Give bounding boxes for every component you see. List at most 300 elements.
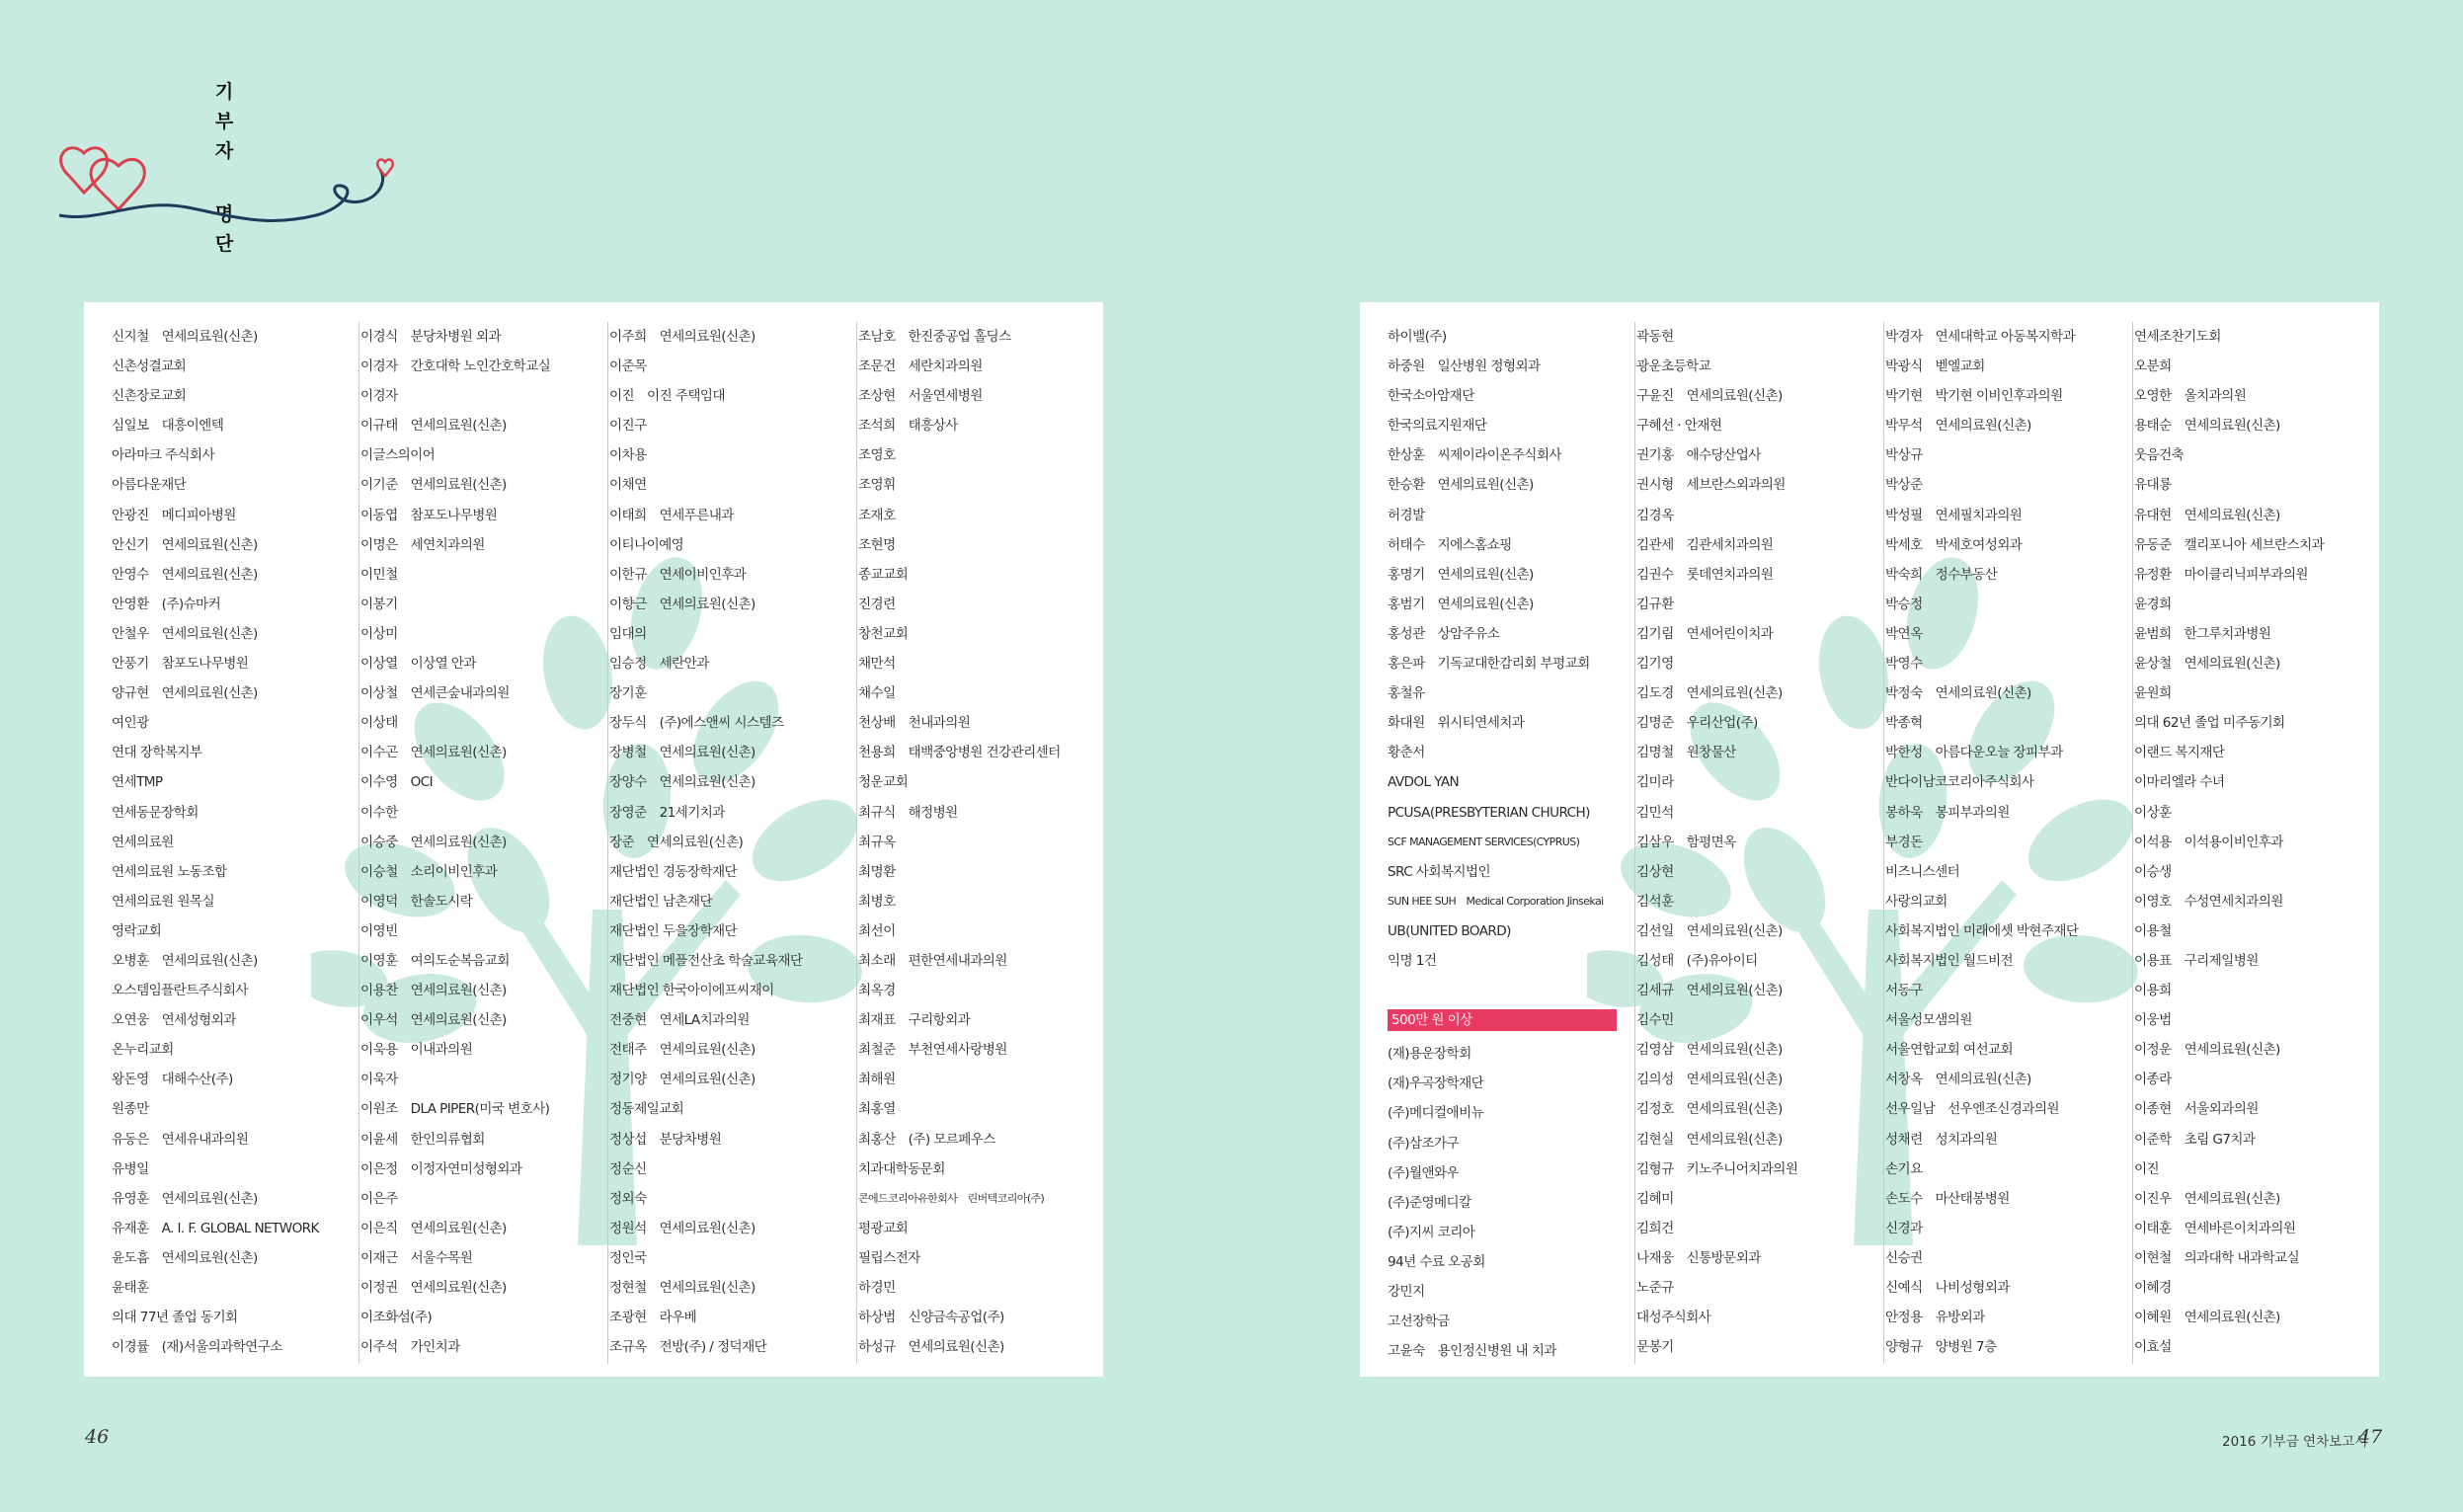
- donor-entry: 이경자: [360, 388, 398, 405]
- donor-entry: 김규환: [1636, 596, 1674, 612]
- donor-entry: 오스템임플란트주식회사: [112, 983, 248, 999]
- donor-entry: 재단법인 경동장학재단: [609, 863, 738, 880]
- donor-entry: 장양수 연세의료원(신촌): [609, 774, 755, 791]
- donor-entry: 유동준 캘리포니아 세브란스치과: [2134, 536, 2325, 553]
- donor-entry: SCF MANAGEMENT SERVICES(CYPRUS): [1388, 835, 1580, 848]
- donor-entry: 이욱용 이내과의원: [360, 1042, 473, 1059]
- donor-entry: (재)우곡장학재단: [1388, 1075, 1484, 1092]
- donor-entry: 최명환: [858, 863, 896, 880]
- donor-entry: 사랑의교회: [1885, 893, 1947, 910]
- donor-entry: 이경률 (재)서울의과학연구소: [112, 1339, 282, 1356]
- donor-entry: 용태순 연세의료원(신촌): [2134, 418, 2280, 435]
- donor-entry: 최해원: [858, 1072, 896, 1088]
- donor-entry: 이용희: [2134, 983, 2172, 999]
- donor-entry: 하경민: [858, 1280, 896, 1296]
- donor-entry: 대성주식회사: [1636, 1310, 1711, 1326]
- donor-entry: (주)메디컬애비뉴: [1388, 1105, 1484, 1122]
- donor-entry: 김선일 연세의료원(신촌): [1636, 922, 1783, 939]
- donor-entry: 이은주: [360, 1190, 398, 1207]
- donor-column: [1885, 322, 2133, 1364]
- donor-entry: 김기영: [1636, 656, 1674, 673]
- report-title: 2016 기부금 연차보고서: [2222, 1434, 2368, 1450]
- donor-entry: 94년 수료 오공회: [1388, 1253, 1485, 1270]
- donor-entry: 이티나이예영: [609, 536, 684, 553]
- donor-entry: 이기준 연세의료원(신촌): [360, 477, 507, 494]
- donor-entry: 이진 이진 주택임대: [609, 388, 725, 405]
- donor-entry: 서동구: [1885, 983, 1923, 999]
- donor-entry: 왕돈영 대해수산(주): [112, 1072, 233, 1088]
- donor-entry: 임대의: [609, 625, 647, 642]
- donor-entry: 고윤숙 용인정신병원 내 치과: [1388, 1343, 1556, 1360]
- donor-entry: 박성필 연세필치과의원: [1885, 507, 2023, 523]
- donor-entry: 윤원희: [2134, 685, 2172, 702]
- donor-entry: 이승생: [2134, 863, 2172, 880]
- donor-entry: 조광현 라우베: [609, 1310, 697, 1326]
- donor-entry: 하성규 연세의료원(신촌): [858, 1339, 1004, 1356]
- donor-entry: 이영빈: [360, 922, 398, 939]
- donor-entry: 이종현 서울외과의원: [2134, 1101, 2259, 1118]
- donor-entry: 이상태: [360, 715, 398, 732]
- donor-entry: 이윤세 한인의류협회: [360, 1131, 485, 1148]
- donor-entry: 오분희: [2134, 358, 2172, 375]
- donor-entry: 조규옥 전방(주) / 정덕재단: [609, 1339, 767, 1356]
- donor-entry: 김기림 연세어린이치과: [1636, 625, 1774, 642]
- donor-entry: 이채연: [609, 477, 647, 494]
- donor-entry: 영락교회: [112, 922, 162, 939]
- donor-entry: 신경과: [1885, 1220, 1923, 1236]
- donor-entry: 박한성 아름다운오늘 장피부과: [1885, 745, 2063, 761]
- donor-entry: 윤경희: [2134, 596, 2172, 612]
- donor-entry: 김상현: [1636, 863, 1674, 880]
- donor-entry: 서울성모샘의원: [1885, 1012, 1972, 1029]
- donor-entry: 이상철 연세큰숲내과의원: [360, 685, 510, 702]
- donor-entry: 최소래 편한연세내과의원: [858, 952, 1007, 969]
- donor-entry: 이수한: [360, 804, 398, 821]
- donor-entry: 정외숙: [609, 1190, 647, 1207]
- donor-entry: 이준학 초림 G7치과: [2134, 1131, 2256, 1148]
- donor-entry: 전중현 연세LA치과의원: [609, 1012, 750, 1029]
- donor-entry: 김도경 연세의료원(신촌): [1636, 685, 1783, 702]
- donor-entry: (주)준영메디칼: [1388, 1194, 1471, 1211]
- donor-entry: 김석훈: [1636, 893, 1674, 910]
- donor-entry: 이진: [2134, 1160, 2160, 1177]
- donor-entry: 비즈니스센터: [1885, 863, 1960, 880]
- donor-entry: 정원석 연세의료원(신촌): [609, 1220, 755, 1236]
- donor-entry: 조영호: [858, 447, 896, 464]
- donor-list-panel-right: [1360, 302, 2379, 1377]
- donor-entry: 서창옥 연세의료원(신촌): [1885, 1072, 2031, 1088]
- donor-entry: 조문건 세란치과의원: [858, 358, 983, 375]
- donor-entry: 허경발: [1388, 507, 1425, 523]
- title-char: 자: [214, 140, 234, 162]
- donor-entry: 재단법인 메플전산초 학술교육재단: [609, 952, 803, 969]
- donor-entry: 정현철 연세의료원(신촌): [609, 1280, 755, 1296]
- donor-entry: 김수민: [1636, 1012, 1674, 1029]
- donor-entry: 이종라: [2134, 1072, 2172, 1088]
- donor-entry: 조영휘: [858, 477, 896, 494]
- donor-entry: 이주석 가인치과: [360, 1339, 460, 1356]
- donor-entry: 김명철 원창물산: [1636, 745, 1736, 761]
- donor-entry: 이명은 세연치과의원: [360, 536, 485, 553]
- donor-entry: 구혜선 · 안재현: [1636, 418, 1722, 435]
- donor-entry: 채만석: [858, 656, 896, 673]
- donor-entry: 문봉기: [1636, 1339, 1674, 1356]
- donor-column: [609, 322, 857, 1364]
- donor-entry: 윤도흠 연세의료원(신촌): [112, 1249, 258, 1266]
- donor-entry: 이경자 간호대학 노인간호학교실: [360, 358, 551, 375]
- donor-entry: 안영수 연세의료원(신촌): [112, 566, 258, 583]
- donor-entry: 윤상철 연세의료원(신촌): [2134, 656, 2280, 673]
- donor-entry: 정동제일교회: [609, 1101, 684, 1118]
- donor-entry: 김민석: [1636, 804, 1674, 821]
- donor-entry: 박상준: [1885, 477, 1923, 494]
- donor-entry: 장영준 21세기치과: [609, 804, 725, 821]
- donor-entry: 유동은 연세유내과의원: [112, 1131, 249, 1148]
- donor-entry: 하이밸(주): [1388, 329, 1447, 345]
- donor-entry: 이영훈 여의도순복음교회: [360, 952, 510, 969]
- donor-entry: 유영훈 연세의료원(신촌): [112, 1190, 258, 1207]
- title-char: 부: [214, 111, 234, 132]
- donor-entry: 최옥경: [858, 983, 896, 999]
- donor-entry: 신예식 나비성형외과: [1885, 1280, 2010, 1296]
- donor-entry: 의대 62년 졸업 미주동기회: [2134, 715, 2285, 732]
- donor-entry: 정순신: [609, 1160, 647, 1177]
- donor-entry: 이경식 분당차병원 외과: [360, 329, 502, 345]
- donor-entry: 장기훈: [609, 685, 647, 702]
- donor-entry: 전태주 연세의료원(신촌): [609, 1042, 755, 1059]
- donor-entry: 김권수 롯데연치과의원: [1636, 566, 1774, 583]
- donor-entry: 이웅범: [2134, 1012, 2172, 1029]
- donor-entry: 연세TMP: [112, 774, 163, 791]
- donor-entry: 선우일남 선우엔조신경과의원: [1885, 1101, 2059, 1118]
- donor-column: [360, 322, 608, 1364]
- donor-entry: 봉하욱 봉피부과의원: [1885, 804, 2010, 821]
- donor-entry: 조재호: [858, 507, 896, 523]
- donor-entry: 장준 연세의료원(신촌): [609, 834, 744, 850]
- donor-entry: 이향근 연세의료원(신촌): [609, 596, 755, 612]
- page-number-left: 46: [85, 1426, 110, 1448]
- donor-entry: 이한규 연세이비인후과: [609, 566, 747, 583]
- hearts-decoration-icon: [40, 128, 405, 237]
- donor-entry: 천상배 천내과의원: [858, 715, 971, 732]
- donor-entry: 진경련: [858, 596, 896, 612]
- donor-entry: 박기현 박기현 이비인후과의원: [1885, 388, 2063, 405]
- donor-entry: 이욱자: [360, 1072, 398, 1088]
- donor-entry: 이용표 구리제일병원: [2134, 952, 2259, 969]
- donor-entry: 홍은파 기독교대한감리회 부평교회: [1388, 656, 1590, 673]
- donor-entry: 아라마크 주식회사: [112, 447, 214, 464]
- donor-entry: 이승철 소리이비인후과: [360, 863, 498, 880]
- donor-entry: 아름다운재단: [112, 477, 187, 494]
- donor-entry: 오연웅 연세성형외과: [112, 1012, 236, 1029]
- donor-entry: (주)삼조가구: [1388, 1135, 1460, 1152]
- donor-entry: 연세의료원 원목실: [112, 893, 214, 910]
- donor-entry: 황춘서: [1388, 745, 1425, 761]
- donor-entry: 한국소아암재단: [1388, 388, 1474, 405]
- donor-entry: 이은정 이정자연미성형외과: [360, 1160, 522, 1177]
- donor-entry: 정기양 연세의료원(신촌): [609, 1072, 755, 1088]
- donor-entry: 연세의료원: [112, 834, 174, 850]
- donor-entry: 사회복지법인 미래에셋 박현주재단: [1885, 922, 2079, 939]
- donor-entry: (주)지씨 코리아: [1388, 1224, 1475, 1240]
- donor-entry: 김명준 우리산업(주): [1636, 715, 1758, 732]
- donor-entry: 안광진 메디피아병원: [112, 507, 236, 523]
- donor-entry: UB(UNITED BOARD): [1388, 922, 1511, 939]
- donor-entry: PCUSA(PRESBYTERIAN CHURCH): [1388, 804, 1590, 821]
- donor-entry: 윤태훈: [112, 1280, 149, 1296]
- donor-entry: 채수일: [858, 685, 896, 702]
- donor-entry: 안풍기 참포도나무병원: [112, 656, 249, 673]
- donor-entry: 이은직 연세의료원(신촌): [360, 1220, 507, 1236]
- donor-entry: 이조화섬(주): [360, 1310, 433, 1326]
- donor-entry: 노준규: [1636, 1280, 1674, 1296]
- donor-entry: 홍명기 연세의료원(신촌): [1388, 566, 1534, 583]
- donor-entry: 김희건: [1636, 1220, 1674, 1236]
- donor-entry: 최홍산 (주) 모르페우스: [858, 1131, 995, 1148]
- donor-entry: 신승권: [1885, 1249, 1923, 1266]
- donor-entry: 최규식 해정병원: [858, 804, 958, 821]
- donor-entry: 박정숙 연세의료원(신촌): [1885, 685, 2031, 702]
- donor-entry: 이현철 의과대학 내과학교실: [2134, 1249, 2300, 1266]
- donor-entry: 최재표 구리항외과: [858, 1012, 971, 1029]
- donor-entry: 이용찬 연세의료원(신촌): [360, 983, 507, 999]
- donor-entry: 박경자 연세대학교 아동복지학과: [1885, 329, 2076, 345]
- donor-entry: 이영호 수성연세치과의원: [2134, 893, 2283, 910]
- donor-entry: 장두식 (주)에스앤씨 시스템즈: [609, 715, 784, 732]
- donor-entry: 치과대학동문회: [858, 1160, 945, 1177]
- donor-entry: 고선장학금: [1388, 1313, 1450, 1330]
- donor-entry: 이주희 연세의료원(신촌): [609, 329, 755, 345]
- donor-entry: 이정운 연세의료원(신촌): [2134, 1042, 2280, 1059]
- donor-entry: 천용희 태백중앙병원 건강관리센터: [858, 745, 1061, 761]
- donor-entry: 여인광: [112, 715, 149, 732]
- donor-entry: 김형규 키노주니어치과의원: [1636, 1160, 1798, 1177]
- donor-entry: 윤범희 한그루치과병원: [2134, 625, 2271, 642]
- donor-entry: 박연옥: [1885, 625, 1923, 642]
- donor-entry: 평광교회: [858, 1220, 909, 1236]
- donor-entry: 김성태 (주)유아이티: [1636, 952, 1758, 969]
- donor-entry: 조현명: [858, 536, 896, 553]
- donor-entry: 김경옥: [1636, 507, 1674, 523]
- donor-entry: 박광식 벧엘교회: [1885, 358, 1985, 375]
- donor-entry: [1388, 976, 1634, 1005]
- donor-entry: 이상미: [360, 625, 398, 642]
- donor-entry: 최홍열: [858, 1101, 896, 1118]
- donor-entry: 권기홍 애수당산업사: [1636, 447, 1761, 464]
- donor-entry: 원종만: [112, 1101, 149, 1118]
- donor-entry: (주)월앤와우: [1388, 1164, 1460, 1181]
- donor-entry: 손도수 마산태봉병원: [1885, 1190, 2010, 1207]
- donor-list-panel-left: [84, 302, 1103, 1377]
- donor-entry: 최선이: [858, 922, 896, 939]
- donor-entry: 김혜미: [1636, 1190, 1674, 1207]
- donor-entry: 안영환 (주)슈마커: [112, 596, 221, 612]
- donor-entry: 나재웅 신통방문외과: [1636, 1249, 1761, 1266]
- donor-entry: 한국의료지원재단: [1388, 418, 1487, 435]
- donor-entry: 신촌장로교회: [112, 388, 187, 405]
- donor-entry: 양형규 양병원 7층: [1885, 1339, 1997, 1356]
- donor-entry: 조남호 한진중공업 홀딩스: [858, 329, 1011, 345]
- donor-entry: SUN HEE SUH Medical Corporation Jinsekai: [1388, 894, 1604, 908]
- donor-entry: 이우석 연세의료원(신촌): [360, 1012, 507, 1029]
- donor-entry: 온누리교회: [112, 1042, 174, 1059]
- title-char: 단: [214, 233, 234, 255]
- donor-entry: 이상열 이상열 안과: [360, 656, 476, 673]
- donor-entry: 광운초등학교: [1636, 358, 1711, 375]
- donor-entry: 이정권 연세의료원(신촌): [360, 1280, 507, 1296]
- donor-entry: 권시형 세브란스외과의원: [1636, 477, 1786, 494]
- donor-entry: 이준목: [609, 358, 647, 375]
- donor-entry: 김의성 연세의료원(신촌): [1636, 1072, 1783, 1088]
- donor-entry: 오영한 올치과의원: [2134, 388, 2247, 405]
- donor-entry: 구윤진 연세의료원(신촌): [1636, 388, 1783, 405]
- donor-entry: 강민지: [1388, 1284, 1425, 1300]
- donor-entry: 정인국: [609, 1249, 647, 1266]
- donor-entry: 박종혁: [1885, 715, 1923, 732]
- title-char: 명: [214, 203, 234, 225]
- donor-entry: 이봉기: [360, 596, 398, 612]
- donor-entry: 이영덕 한솔도시락: [360, 893, 473, 910]
- donor-entry: 화대원 위시티연세치과: [1388, 715, 1525, 732]
- donor-entry: 오병훈 연세의료원(신촌): [112, 952, 258, 969]
- donor-entry: 이태훈 연세바른이치과의원: [2134, 1220, 2296, 1236]
- donor-entry: 조석희 태흥상사: [858, 418, 958, 435]
- page-number-right: 47: [2358, 1426, 2383, 1448]
- donor-entry: 최철준 부천연세사랑병원: [858, 1042, 1007, 1059]
- donor-entry: 박상규: [1885, 447, 1923, 464]
- donor-entry: 콘에드코리아유한회사 린버텍코리아(주): [858, 1191, 1045, 1205]
- donor-entry: 이랜드 복지재단: [2134, 745, 2225, 761]
- donor-entry: 박무석 연세의료원(신촌): [1885, 418, 2031, 435]
- donor-entry: 김정호 연세의료원(신촌): [1636, 1101, 1783, 1118]
- donor-entry: 이규태 연세의료원(신촌): [360, 418, 507, 435]
- donor-entry: 웃음건축: [2134, 447, 2185, 464]
- donor-entry: 김삼우 함평면옥: [1636, 834, 1736, 850]
- donor-entry: 이동엽 참포도나무병원: [360, 507, 498, 523]
- donor-entry: 이진구: [609, 418, 647, 435]
- donor-entry: 허태수 지에스홈쇼핑: [1388, 536, 1512, 553]
- donor-entry: 한상훈 씨제이라이온주식회사: [1388, 447, 1561, 464]
- donor-entry: 유정환 마이클리닉피부과의원: [2134, 566, 2308, 583]
- donor-entry: 이마리엘라 수녀: [2134, 774, 2225, 791]
- donor-entry: 최규옥: [858, 834, 896, 850]
- donor-entry: 반다이남코코리아주식회사: [1885, 774, 2034, 791]
- donor-entry: 이효설: [2134, 1339, 2172, 1356]
- donor-entry: 이수곤 연세의료원(신촌): [360, 745, 507, 761]
- donor-entry: 창천교회: [858, 625, 909, 642]
- donor-entry: 김미라: [1636, 774, 1674, 791]
- donor-entry: 하중원 일산병원 정형외과: [1388, 358, 1541, 375]
- donor-entry: 심일보 대흥이엔텍: [112, 418, 224, 435]
- donor-entry: 재단법인 남촌재단: [609, 893, 712, 910]
- donor-entry: 홍범기 연세의료원(신촌): [1388, 596, 1534, 612]
- donor-entry: 이수영 OCI: [360, 774, 433, 791]
- donor-entry: 이혜경: [2134, 1280, 2172, 1296]
- donor-entry: 부경돈: [1885, 834, 1923, 850]
- donor-entry: 이차용: [609, 447, 647, 464]
- donor-entry: 이글스의이어: [360, 447, 436, 464]
- donor-entry: 홍철유: [1388, 685, 1425, 702]
- donor-entry: (재)용운장학회: [1388, 1046, 1471, 1063]
- donor-entry: 사회복지법인 월드비전: [1885, 952, 2014, 969]
- donor-entry: 유병일: [112, 1160, 149, 1177]
- donor-column: [858, 322, 1103, 1364]
- donor-entry: 연대 장학복지부: [112, 745, 202, 761]
- donor-entry: 서울연합교회 여선교회: [1885, 1042, 2014, 1059]
- donor-entry: 양규현 연세의료원(신촌): [112, 685, 258, 702]
- donor-entry: SRC 사회복지법인: [1388, 863, 1490, 880]
- donor-entry: 김세규 연세의료원(신촌): [1636, 983, 1783, 999]
- donor-column: [112, 322, 359, 1364]
- donor-entry: 유대현 연세의료원(신촌): [2134, 507, 2280, 523]
- donor-entry: 안정용 유방외과: [1885, 1310, 1985, 1326]
- donor-entry: 신지철 연세의료원(신촌): [112, 329, 258, 345]
- donor-entry: 연세조찬기도회: [2134, 329, 2221, 345]
- donor-entry: 종교교회: [858, 566, 909, 583]
- donor-entry: 안철우 연세의료원(신촌): [112, 625, 258, 642]
- donor-entry: 김영삼 연세의료원(신촌): [1636, 1042, 1783, 1059]
- donor-entry: 유대룡: [2134, 477, 2172, 494]
- donor-column: [1636, 322, 1884, 1364]
- donor-entry: 한승환 연세의료원(신촌): [1388, 477, 1534, 494]
- donor-entry: 이민철: [360, 566, 398, 583]
- donor-entry: 재단법인 두을장학재단: [609, 922, 738, 939]
- donor-entry: AVDOL YAN: [1388, 774, 1460, 791]
- donor-entry: 정상섭 분당차병원: [609, 1131, 722, 1148]
- donor-entry: 이원조 DLA PIPER(미국 변호사): [360, 1101, 550, 1118]
- donor-entry: 청운교회: [858, 774, 909, 791]
- donor-entry: 하상범 신양금속공업(주): [858, 1310, 1004, 1326]
- donor-column: [1388, 322, 1635, 1364]
- donor-column: [2134, 322, 2379, 1364]
- donor-entry: 박영수: [1885, 656, 1923, 673]
- donor-entry: 손기요: [1885, 1160, 1923, 1177]
- donor-entry: 홍성관 상암주유소: [1388, 625, 1500, 642]
- donor-entry: 이태희 연세푸른내과: [609, 507, 734, 523]
- donor-entry: 익명 1건: [1388, 952, 1437, 969]
- section-header: [1388, 1009, 1634, 1039]
- donor-entry: 이재근 서울수목원: [360, 1249, 473, 1266]
- donor-entry: 이승중 연세의료원(신촌): [360, 834, 507, 850]
- donor-entry: 김현실 연세의료원(신촌): [1636, 1131, 1783, 1148]
- donor-entry: 곽동현: [1636, 329, 1674, 345]
- donor-entry: 연세동문장학회: [112, 804, 199, 821]
- section-banner-5m: 500만 원 이상: [1388, 1009, 1617, 1031]
- donor-entry: 박숙희 정수부동산: [1885, 566, 1998, 583]
- donor-entry: 이석용 이석용이비인후과: [2134, 834, 2283, 850]
- donor-entry: 장병철 연세의료원(신촌): [609, 745, 755, 761]
- donor-entry: 의대 77년 졸업 동기회: [112, 1310, 238, 1326]
- donor-entry: 재단법인 한국아이에프씨재이: [609, 983, 774, 999]
- donor-entry: 박세호 박세호여성외과: [1885, 536, 2023, 553]
- donor-entry: 이용철: [2134, 922, 2172, 939]
- donor-entry: 이진우 연세의료원(신촌): [2134, 1190, 2280, 1207]
- donor-entry: 이상훈: [2134, 804, 2172, 821]
- donor-entry: 안신기 연세의료원(신촌): [112, 536, 258, 553]
- donor-entry: 조상현 서울연세병원: [858, 388, 983, 405]
- donor-entry: 신촌성결교회: [112, 358, 187, 375]
- donor-entry: 이혜원 연세의료원(신촌): [2134, 1310, 2280, 1326]
- donor-entry: 최병호: [858, 893, 896, 910]
- title-char: 기: [214, 81, 234, 103]
- donor-entry: 임승정 세란안과: [609, 656, 709, 673]
- donor-entry: 김관세 김관세치과의원: [1636, 536, 1774, 553]
- donor-entry: 박승정: [1885, 596, 1923, 612]
- donor-entry: 유재훈 A. I. F. GLOBAL NETWORK: [112, 1220, 319, 1236]
- donor-entry: 연세의료원 노동조합: [112, 863, 227, 880]
- donor-entry: 성채련 성치과의원: [1885, 1131, 1998, 1148]
- donor-entry: 필립스전자: [858, 1249, 920, 1266]
